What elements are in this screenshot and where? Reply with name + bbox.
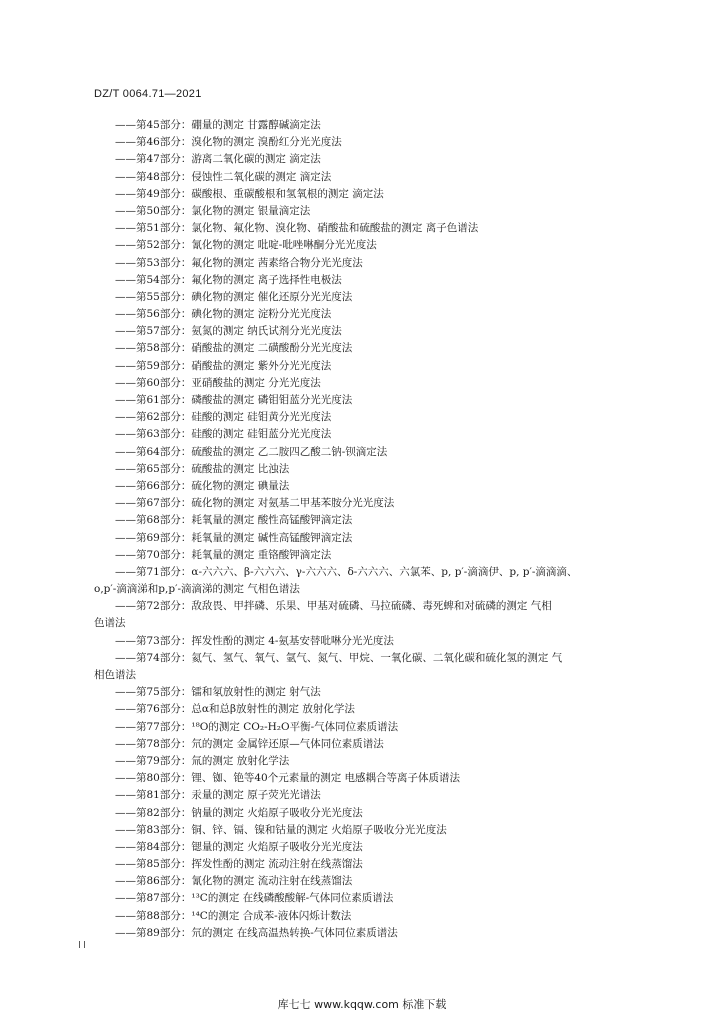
part-item-continued: 相色谱法: [94, 669, 136, 681]
part-item: ——第55部分：碘化物的测定 催化还原分光光度法: [115, 290, 353, 303]
part-item: ——第46部分：溴化物的测定 溴酚红分光光度法: [115, 136, 342, 149]
part-item: ——第82部分：钠量的测定 火焰原子吸收分光光度法: [115, 806, 363, 819]
footer-watermark: 库七七 www.kqqw.com 标准下载: [277, 998, 447, 1011]
part-item: ——第59部分：硝酸盐的测定 紫外分光光度法: [115, 359, 332, 372]
part-item: ——第72部分：敌敌畏、甲拌磷、乐果、甲基对硫磷、马拉硫磷、毒死蜱和对硫磷的测定 气相: [115, 600, 552, 613]
part-item: ——第85部分：挥发性酚的测定 流动注射在线蒸馏法: [115, 858, 363, 871]
part-item: ——第60部分：亚硝酸盐的测定 分光光度法: [115, 376, 321, 389]
part-item: ——第63部分：硅酸的测定 硅钼蓝分光光度法: [115, 428, 332, 441]
part-item: ——第54部分：氟化物的测定 离子选择性电极法: [115, 273, 342, 286]
part-item: ——第81部分：汞量的测定 原子荧光光谱法: [115, 789, 321, 802]
part-item: ——第70部分：耗氧量的测定 重铬酸钾滴定法: [115, 548, 332, 561]
part-item: ——第86部分：氰化物的测定 流动注射在线蒸馏法: [115, 875, 353, 888]
part-item: ——第51部分：氯化物、氟化物、溴化物、硝酸盐和硫酸盐的测定 离子色谱法: [115, 222, 479, 235]
part-item: ——第75部分：镭和氡放射性的测定 射气法: [115, 686, 321, 699]
part-item: ——第48部分：侵蚀性二氧化碳的测定 滴定法: [115, 170, 332, 183]
part-item: ——第69部分：耗氧量的测定 碱性高锰酸钾滴定法: [115, 531, 353, 544]
part-item: ——第74部分：氦气、氢气、氧气、氩气、氮气、甲烷、一氧化碳、二氧化碳和硫化氢的测定 气: [115, 651, 563, 664]
part-item: ——第79部分：氚的测定 放射化学法: [115, 754, 290, 767]
part-item: ——第62部分：硅酸的测定 硅钼黄分光光度法: [115, 411, 332, 424]
part-item: ——第61部分：磷酸盐的测定 磷钼钼蓝分光光度法: [115, 394, 353, 406]
part-item: ——第50部分：氯化物的测定 银量滴定法: [115, 204, 311, 217]
part-item: ——第58部分：硝酸盐的测定 二磺酸酚分光光度法: [115, 342, 353, 355]
part-item: ——第87部分：¹³C的测定 在线磷酸酸解-气体同位素质谱法: [115, 892, 394, 905]
part-item: ——第66部分：硫化物的测定 碘量法: [115, 479, 290, 492]
part-item: ——第83部分：铜、锌、镉、镍和钴量的测定 火焰原子吸收分光光度法: [115, 823, 447, 836]
page-number: II: [78, 940, 88, 951]
part-item-continued: o,p′-滴滴涕和p,p′-滴滴涕的测定 气相色谱法: [94, 583, 300, 596]
part-item: ——第64部分：硫酸盐的测定 乙二胺四乙酸二钠-钡滴定法: [115, 445, 388, 458]
part-item: ——第73部分：挥发性酚的测定 4-氨基安替吡啉分光光度法: [115, 634, 394, 647]
part-item: ——第71部分：α-六六六、β-六六六、γ-六六六、δ-六六六、六氯苯、p, p′-滴滴伊、p, p′-滴滴滴、: [115, 565, 578, 578]
part-item: ——第67部分：硫化物的测定 对氨基二甲基苯胺分光光度法: [115, 497, 395, 510]
part-item: ——第77部分：¹⁸O的测定 CO₂-H₂O平衡-气体同位素质谱法: [115, 720, 399, 733]
part-item: ——第45部分：硼量的测定 甘露醇碱滴定法: [115, 119, 321, 131]
part-item: ——第78部分：氘的测定 金属锌还原—气体同位素质谱法: [115, 737, 384, 750]
part-item: ——第47部分：游离二氧化碳的测定 滴定法: [115, 153, 321, 166]
part-item: ——第49部分：碳酸根、重碳酸根和氢氧根的测定 滴定法: [115, 187, 384, 200]
part-item: ——第84部分：锶量的测定 火焰原子吸收分光光度法: [115, 840, 363, 853]
part-item: ——第53部分：氟化物的测定 茜素络合物分光光度法: [115, 256, 363, 269]
part-item: ——第89部分：氘的测定 在线高温热转换-气体同位素质谱法: [115, 926, 398, 939]
part-item: ——第56部分：碘化物的测定 淀粉分光光度法: [115, 308, 332, 321]
part-item-continued: 色谱法: [94, 617, 126, 630]
part-item: ——第57部分：氨氮的测定 纳氏试剂分光光度法: [115, 325, 342, 338]
part-item: ——第65部分：硫酸盐的测定 比浊法: [115, 462, 290, 475]
part-item: ——第88部分：¹⁴C的测定 合成苯-液体闪烁计数法: [115, 909, 352, 922]
parts-list: [94, 117, 664, 942]
part-item: ——第80部分：锂、铷、铯等40个元素量的测定 电感耦合等离子体质谱法: [115, 772, 461, 785]
part-item: ——第76部分：总α和总β放射性的测定 放射化学法: [115, 703, 355, 716]
part-item: ——第68部分：耗氧量的测定 酸性高锰酸钾滴定法: [115, 514, 353, 527]
standard-code: DZ/T 0064.71—2021: [94, 88, 202, 100]
part-item: ——第52部分：氰化物的测定 吡啶-吡唑啉酮分光光度法: [115, 239, 377, 252]
